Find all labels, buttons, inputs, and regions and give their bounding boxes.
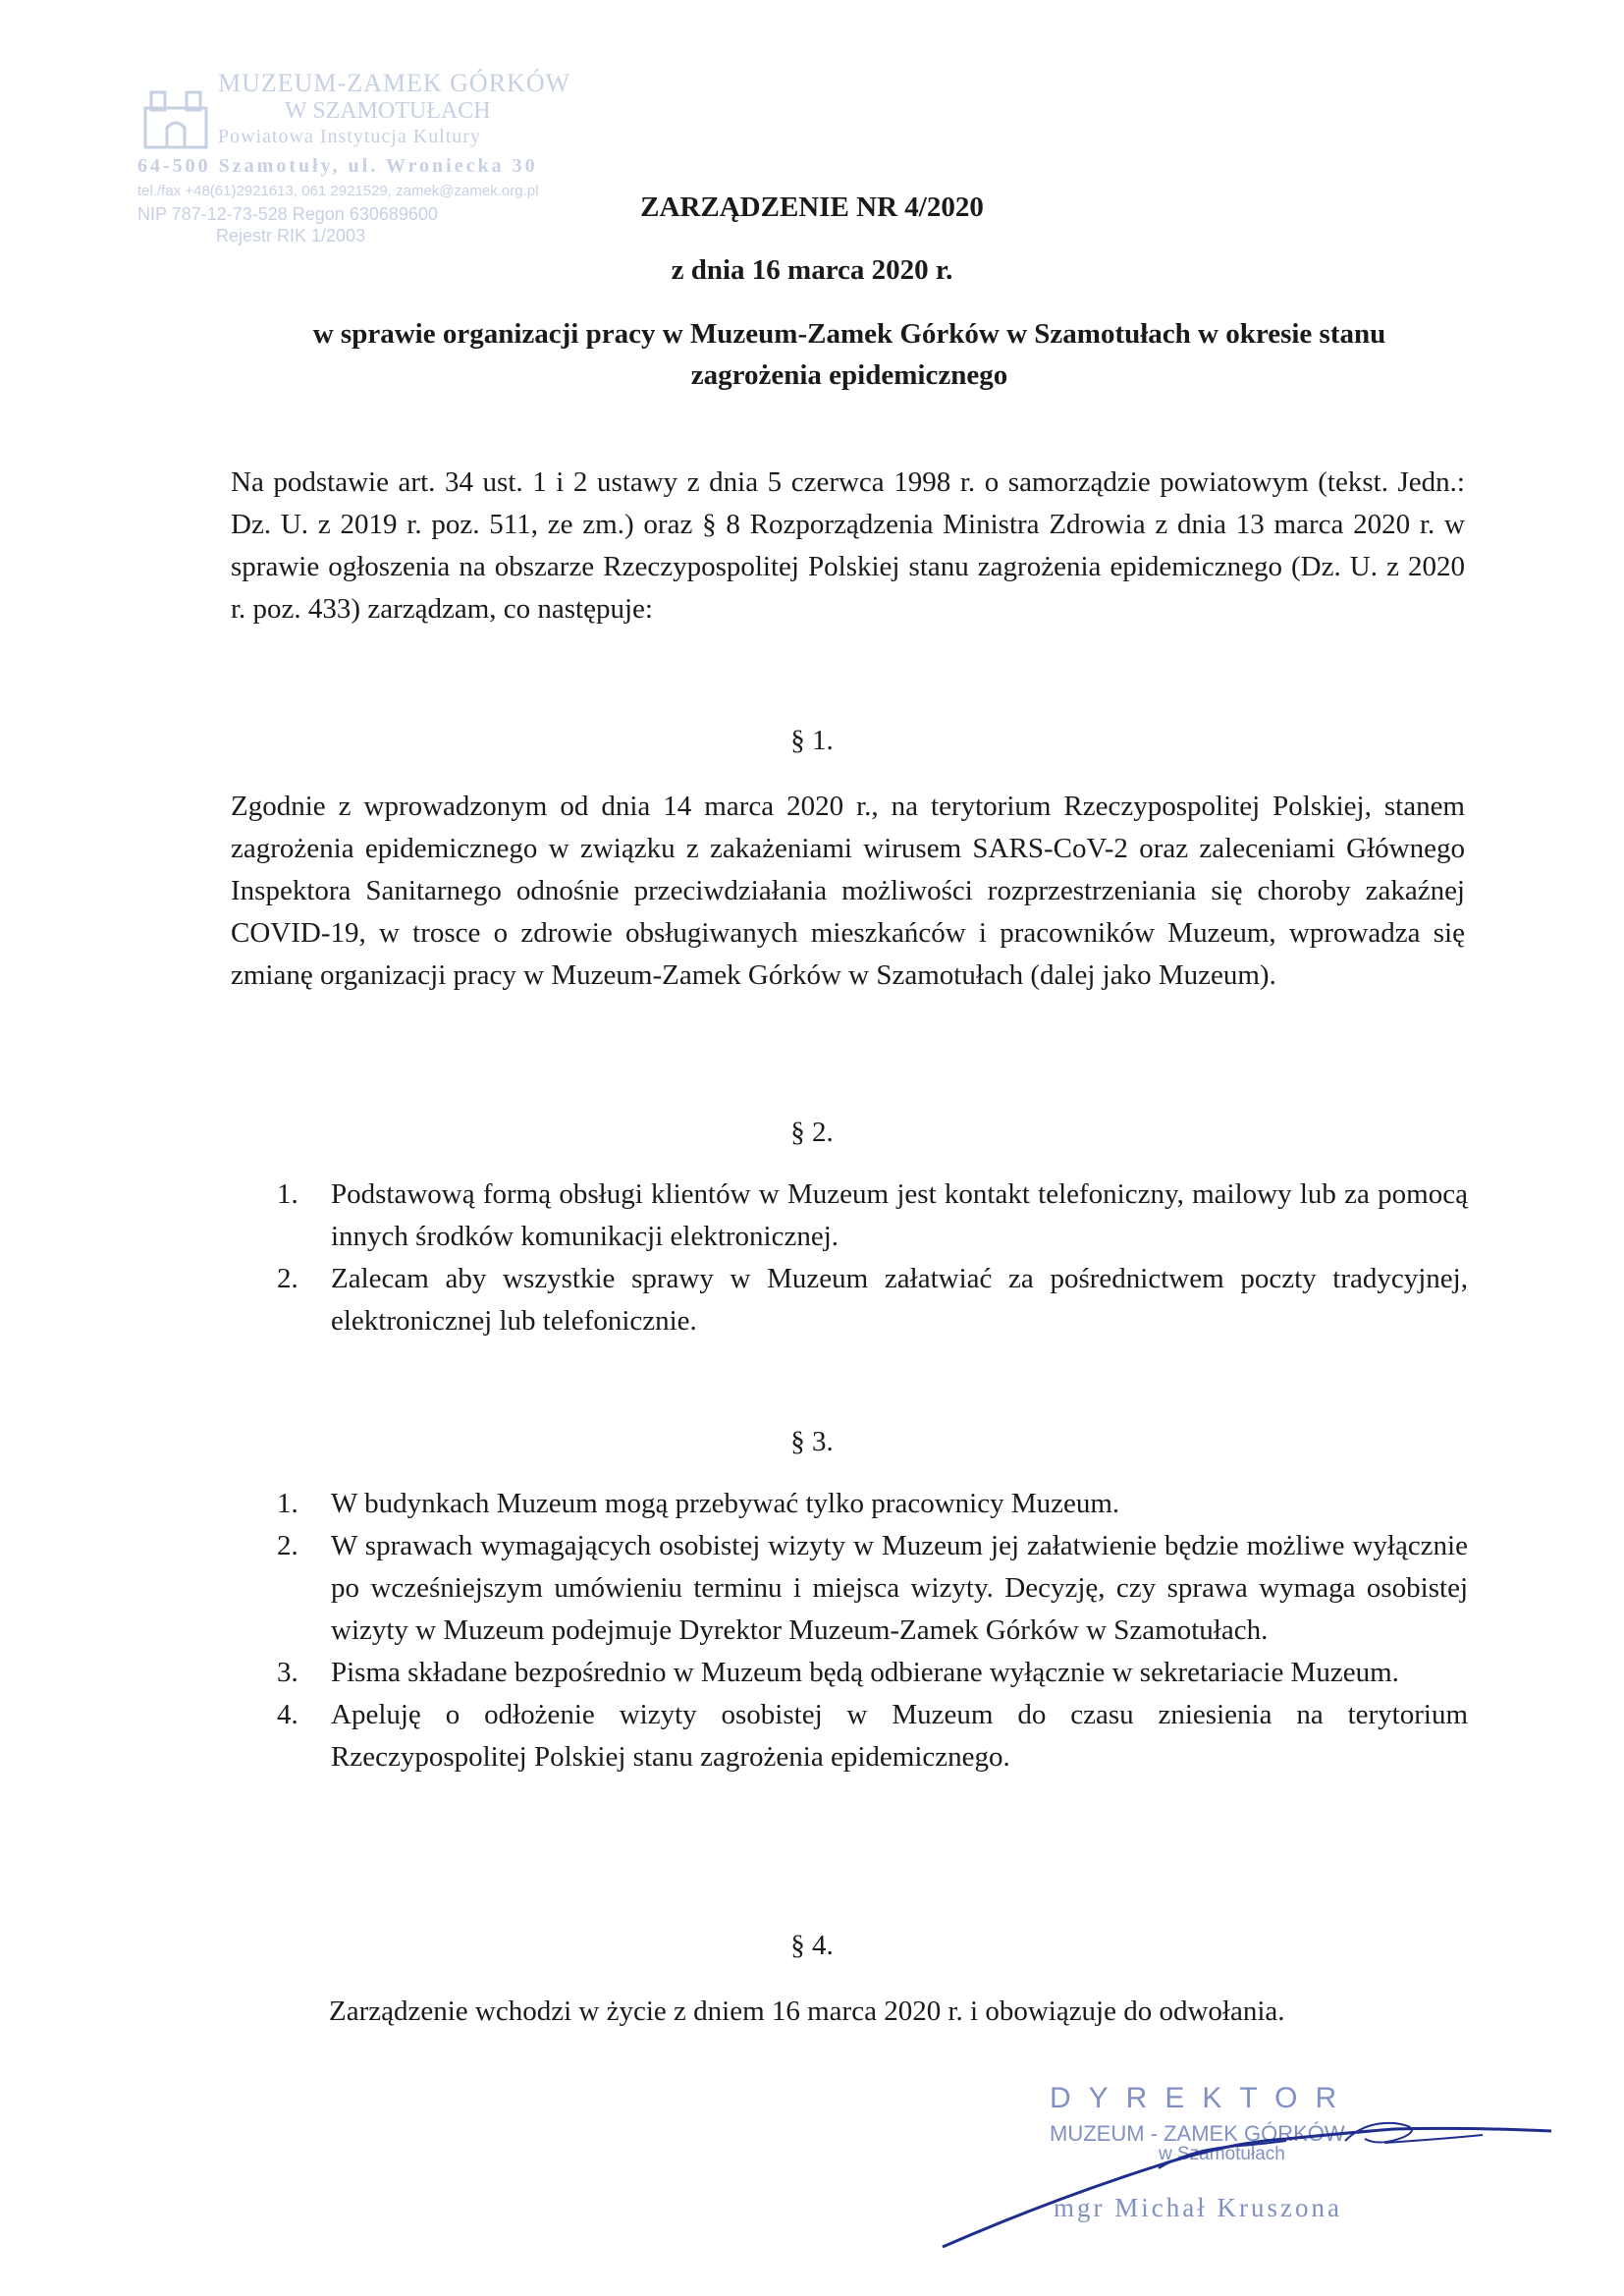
section-3-heading: § 3. [790,1426,834,1457]
section-4-text: Zarządzenie wchodzi w życie z dniem 16 marca 2020 r. i obowiązuje do odwołania. [329,1995,1285,2027]
item-text: Apeluję o odłożenie wizyty osobistej w Muzeum do czasu zniesienia na terytorium Rzeczypospolitej Polskiej stanu zagrożenia epidemicznego. [331,1699,1468,1773]
castle-logo-icon [137,79,214,155]
stamp-line-6: NIP 787-12-73-528 Regon 630689600 [137,204,438,224]
section-3-list [277,1483,1468,1778]
director-title: DYREKTOR [1050,2082,1355,2114]
item-number: 2. [277,1263,298,1294]
director-org: MUZEUM - ZAMEK GÓRKÓW [1050,2121,1345,2146]
director-city: w Szamotułach [1159,2144,1285,2164]
stamp-line-7: Rejestr RIK 1/2003 [216,226,366,246]
director-name: mgr Michał Kruszona [1054,2193,1342,2222]
item-number: 1. [277,1488,298,1519]
list-item [277,1258,1468,1342]
item-number: 4. [277,1699,298,1730]
item-text: Pisma składane bezpośrednio w Muzeum będą odbierane wyłącznie w sekretariacie Muzeum. [331,1657,1399,1688]
item-number: 3. [277,1657,298,1688]
item-text: Podstawową formą obsługi klientów w Muzeum jest kontakt telefoniczny, mailowy lub za pomocą innych środków komunikacji elektronicznej. [331,1178,1468,1252]
item-text: W budynkach Muzeum mogą przebywać tylko pracownicy Muzeum. [331,1488,1120,1519]
stamp-line-4: 64-500 Szamotuły, ul. Wroniecka 30 [137,155,538,177]
list-item [277,1525,1468,1652]
section-1-heading: § 1. [790,725,834,756]
item-number: 2. [277,1530,298,1561]
list-item [277,1174,1468,1258]
document-title: ZARZĄDZENIE NR 4/2020 [640,191,984,223]
item-text: Zalecam aby wszystkie sprawy w Muzeum załatwiać za pośrednictwem poczty tradycyjnej, elektronicznej lub telefonicznie. [331,1263,1468,1337]
list-item [277,1483,1468,1525]
section-4-heading: § 4. [790,1930,834,1961]
list-item [277,1694,1468,1778]
subject-line-2: zagrożenia epidemicznego [690,359,1008,391]
stamp-line-1: MUZEUM-ZAMEK GÓRKÓW [218,69,571,97]
stamp-line-5: tel./fax +48(61)2921613, 061 2921529, zamek@zamek.org.pl [137,183,539,199]
section-2-list [277,1174,1468,1342]
item-number: 1. [277,1178,298,1210]
stamp-line-3: Powiatowa Instytucja Kultury [218,126,481,147]
stamp-line-2: W SZAMOTUŁACH [285,98,491,124]
document-subject [226,313,1473,396]
subject-line-1: w sprawie organizacji pracy w Muzeum-Zamek Górków w Szamotułach w okresie stanu [312,318,1386,350]
handwritten-signature-icon [933,2082,1561,2259]
preamble: Na podstawie art. 34 ust. 1 i 2 ustawy z dnia 5 czerwca 1998 r. o samorządzie powiatowym (tekst. Jedn.: Dz. U. z 2019 r. poz. 511, ze zm.) oraz § 8 Rozporządzenia Ministra Zdrowia z dnia 13 marca 2020 r. w sprawie ogłoszenia na obszarze Rzeczypospolitej Polskiej stanu zagrożenia epidemicznego (Dz. U. z 2020 r. poz. 433) zarządzam, co następuje: [231,466,1465,625]
list-item [277,1652,1468,1694]
document-date: z dnia 16 marca 2020 r. [671,254,953,286]
section-1-text: Zgodnie z wprowadzonym od dnia 14 marca 2020 r., na terytorium Rzeczypospolitej Polskiej, stanem zagrożenia epidemicznego w związku z zakażeniami wirusem SARS-CoV-2 oraz zaleceniami Głównego Inspektora Sanitarnego odnośnie przeciwdziałania możliwości rozprzestrzeniania się choroby zakaźnej COVID-19, w trosce o zdrowie obsługiwanych mieszkańców i pracowników Muzeum, wprowadza się zmianę organizacji pracy w Muzeum-Zamek Górków w Szamotułach (dalej jako Muzeum). [231,791,1465,991]
section-2-heading: § 2. [790,1117,834,1148]
item-text: W sprawach wymagających osobistej wizyty w Muzeum jej załatwienie będzie możliwe wyłącznie po wcześniejszym umówieniu terminu i miejsca wizyty. Decyzję, czy sprawa wymaga osobistej wizyty w Muzeum podejmuje Dyrektor Muzeum-Zamek Górków w Szamotułach. [331,1530,1468,1646]
